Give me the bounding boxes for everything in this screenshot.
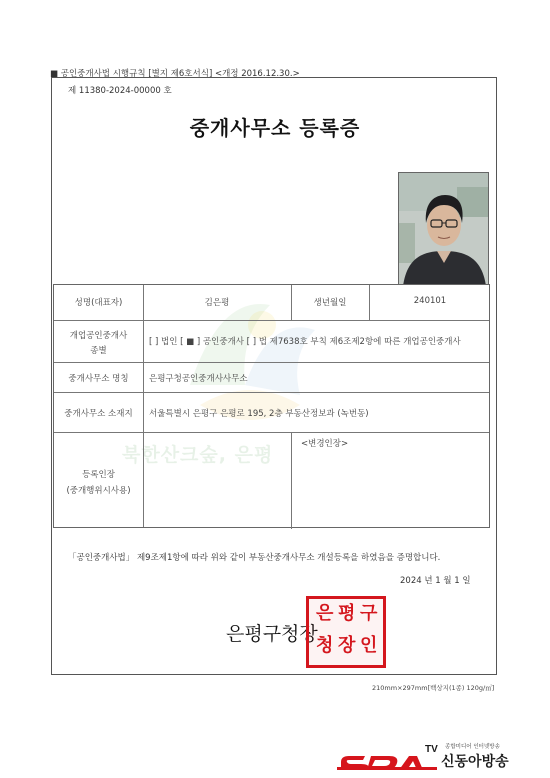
office-address-label: 중개사무소 소재지 [64, 409, 133, 419]
agent-type-label-suffix: 종별 [90, 346, 107, 356]
document-title: 중개사무소 등록증 [189, 116, 361, 140]
official-seal-icon: 은 평 구 청 장 인 [306, 596, 386, 668]
form-reference: ■ 공인중개사법 시행규칙 [별지 제6호서식] <개정 2016.12.30.> [50, 69, 300, 79]
seal-label: 등록인장 [82, 470, 115, 480]
office-name-label: 중개사무소 명칭 [68, 374, 129, 384]
paper-size-note: 210mm×297mm[백상지(1종) 120g/㎡] [372, 684, 495, 692]
column-divider [291, 432, 292, 529]
agent-type-value: [ ] 법인 [ ■ ] 공인중개사 [ ] 법 제7638호 부칙 제6조제2항에 따른 개업공인중개사 [149, 337, 461, 347]
office-name-value: 은평구청공인중개사사무소 [149, 374, 248, 384]
id-photo [398, 172, 489, 285]
row-divider [54, 320, 489, 321]
brand-name: 신동아방송 [441, 754, 509, 770]
registration-table [53, 284, 490, 528]
watermark-slogan: 북한산크숲, 은평 [122, 444, 274, 466]
row-divider [54, 392, 489, 393]
agent-type-label: 개업공인중개사 [69, 331, 128, 341]
certification-statement: 「공인중개사법」 제9조제1항에 따라 위와 같이 부동산중개사무소 개설등록을 하였음을 증명합니다. [68, 553, 441, 563]
dob-value: 240101 [413, 296, 447, 306]
name-label: 성명(대표자) [74, 298, 123, 308]
row-divider [54, 362, 489, 363]
name-value: 김은평 [204, 298, 230, 308]
issuer-name: 은평구청장 [226, 623, 318, 645]
changed-seal-label: <변경인장> [301, 439, 349, 449]
brand-tagline: 종합미디어 인터넷방송 [445, 744, 500, 750]
column-divider [143, 285, 144, 527]
seal-label-note: (중개행위시사용) [66, 486, 131, 496]
dob-label: 생년월일 [313, 298, 347, 308]
registration-number: 제 11380-2024-00000 호 [68, 86, 172, 96]
issue-date: 2024 년 1 월 1 일 [400, 576, 471, 586]
row-divider [54, 432, 489, 433]
broadcaster-logo [337, 736, 527, 772]
office-address-value: 서울특별시 은평구 은평로 195, 2층 부동산정보과 (녹번동) [149, 409, 369, 419]
svg-text:TV: TV [425, 744, 438, 755]
person-photo-icon [399, 173, 489, 285]
